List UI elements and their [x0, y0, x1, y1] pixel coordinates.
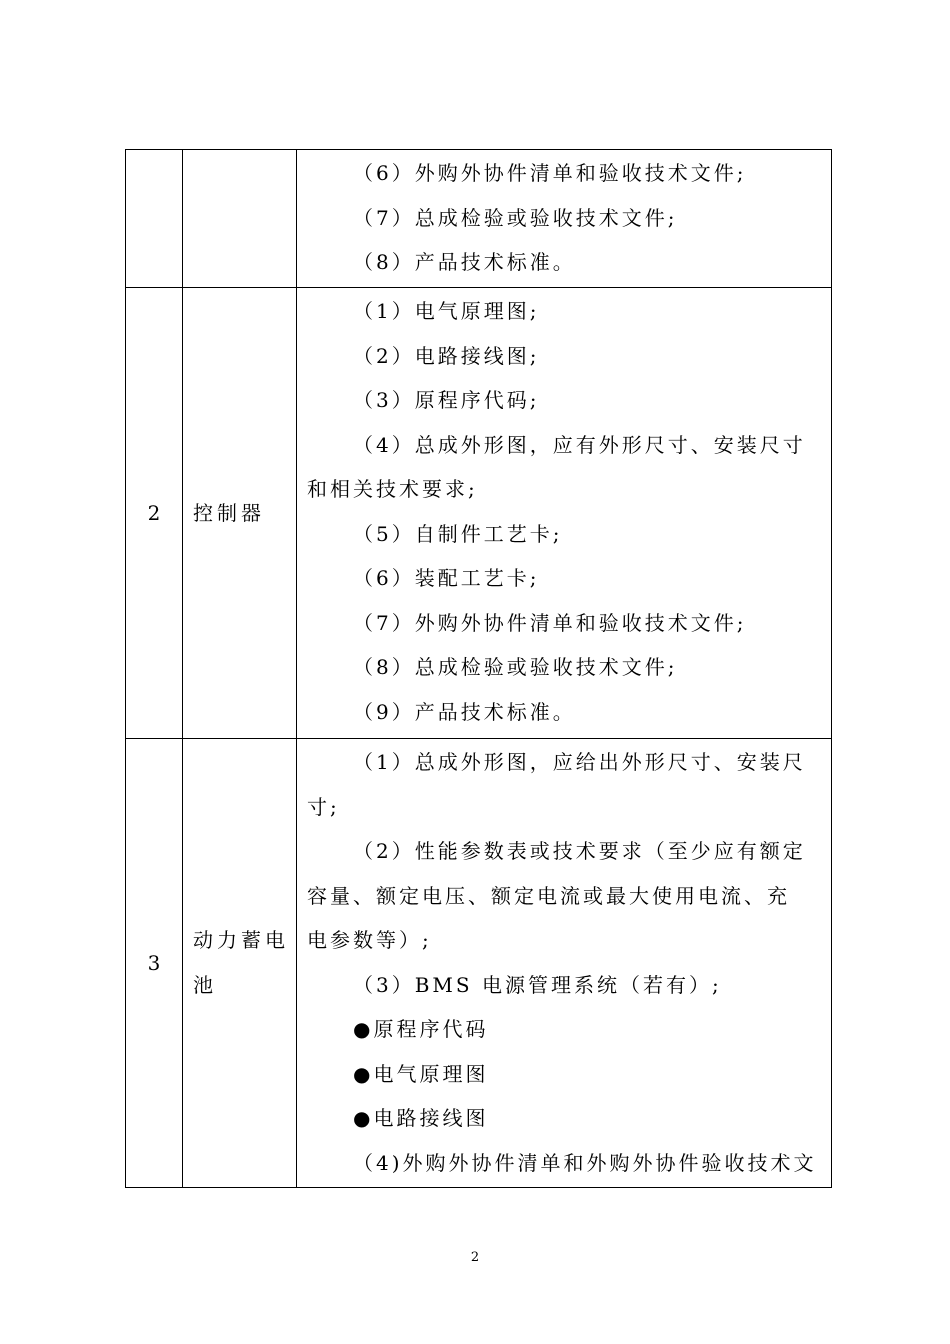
requirement-line: （4)外购外协件清单和外购外协件验收技术文: [353, 1150, 817, 1175]
document-table: [125, 149, 832, 1188]
row-number-cell: [126, 150, 183, 288]
requirement-line: 寸;: [307, 794, 340, 819]
requirement-line: （2）电路接线图;: [353, 343, 540, 368]
requirement-line: 电参数等）;: [307, 928, 432, 952]
item-name-cell: 控制器: [183, 288, 297, 739]
requirement-line: ●电路接线图: [353, 1106, 489, 1130]
requirement-line: 和相关技术要求;: [307, 477, 478, 501]
table-body: [126, 150, 832, 1188]
requirement-line: （9）产品技术标准。: [353, 699, 576, 724]
requirements-cell: [297, 150, 832, 288]
item-name-cell: [183, 150, 297, 288]
requirement-line: （6）装配工艺卡;: [353, 566, 540, 590]
row-number-cell: 3: [126, 739, 183, 1188]
item-name-cell: 动力蓄电池: [183, 739, 297, 1188]
requirement-line: （4）总成外形图，应有外形尺寸、安装尺寸: [353, 432, 806, 457]
requirement-line: 容量、额定电压、额定电流或最大使用电流、充: [307, 883, 790, 908]
page-number: 2: [470, 1250, 480, 1265]
requirement-line: （6）外购外协件清单和验收技术文件;: [353, 161, 747, 185]
requirements-cell: [297, 288, 832, 739]
requirement-line: （2）性能参数表或技术要求（至少应有额定: [353, 839, 806, 863]
table-row: [126, 288, 832, 739]
requirement-line: （7）外购外协件清单和验收技术文件;: [353, 610, 747, 635]
requirement-line: （1）总成外形图，应给出外形尺寸、安装尺: [353, 750, 806, 774]
requirements-cell: [297, 739, 832, 1188]
requirement-line: （3）原程序代码;: [353, 388, 540, 412]
requirement-line: （5）自制件工艺卡;: [353, 521, 563, 546]
requirement-line: （3）BMS 电源管理系统（若有）;: [353, 972, 722, 997]
row-number-cell: 2: [126, 288, 183, 739]
table-row: [126, 739, 832, 1188]
requirement-line: （8）总成检验或验收技术文件;: [353, 655, 678, 679]
requirement-line: ●原程序代码: [353, 1017, 489, 1041]
requirement-line: （8）产品技术标准。: [353, 250, 576, 274]
requirement-line: （7）总成检验或验收技术文件;: [353, 205, 678, 230]
requirement-line: （1）电气原理图;: [353, 299, 540, 323]
table-row: [126, 150, 832, 288]
requirement-line: ●电气原理图: [353, 1061, 489, 1086]
